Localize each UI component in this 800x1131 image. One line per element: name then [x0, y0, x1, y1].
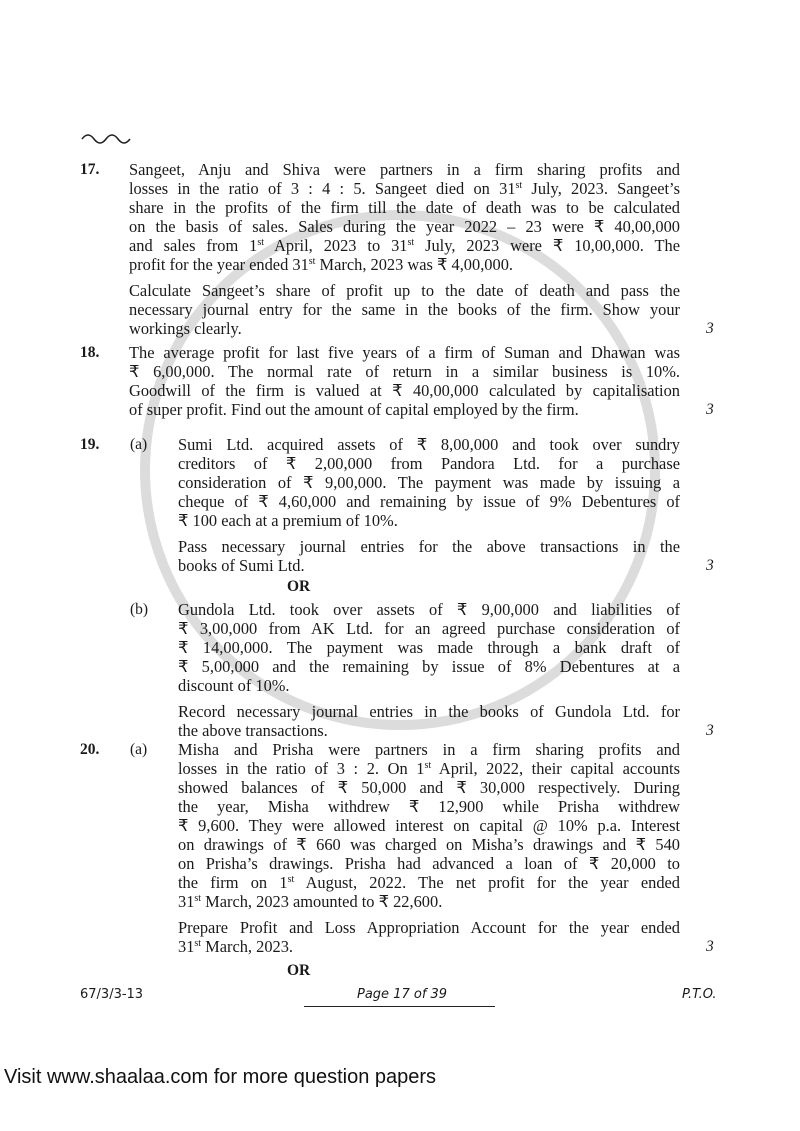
- paragraph: [129, 281, 680, 338]
- text-line: on the basis of sales. Sales during the year 2022 – 23 were ₹ 40,00,000: [129, 217, 680, 236]
- paragraph: [129, 160, 680, 274]
- or-label: OR: [287, 578, 311, 595]
- paragraph: [178, 918, 680, 956]
- text-line: Goodwill of the firm is valued at ₹ 40,00,000 calculated by capitalisation: [129, 381, 680, 400]
- text-line: profit for the year ended 31st March, 2023 was ₹ 4,00,000.: [129, 255, 513, 274]
- text-line: showed balances of ₹ 50,000 and ₹ 30,000 respectively. During: [178, 778, 680, 797]
- text-line: ₹ 5,00,000 and the remaining by issue of 8% Debentures at a: [178, 657, 680, 676]
- text-line: discount of 10%.: [178, 676, 290, 695]
- visit-shaalaa-link[interactable]: Visit www.shaalaa.com for more question papers: [4, 1066, 437, 1088]
- text-line: 31st March, 2023 amounted to ₹ 22,600.: [178, 892, 443, 911]
- paragraph: [178, 600, 680, 695]
- text-line: ₹ 14,00,000. The payment was made through a bank draft of: [178, 638, 680, 657]
- question-text: [129, 160, 680, 338]
- superscript: st: [257, 237, 265, 248]
- question-number: 19.: [80, 436, 100, 453]
- text-line: ₹ 9,600. They were allowed interest on capital @ 10% p.a. Interest: [178, 816, 680, 835]
- question-number: 18.: [80, 344, 100, 361]
- marks: 3: [706, 722, 714, 739]
- paper-code: 67/3/3-13: [80, 987, 144, 1002]
- text-line: ₹ 100 each at a premium of 10%.: [178, 511, 398, 530]
- question-number: 20.: [80, 741, 100, 758]
- text-line: books of Sumi Ltd.: [178, 556, 305, 575]
- superscript: st: [194, 938, 202, 949]
- question-text: [178, 740, 680, 956]
- part-label: (a): [130, 741, 148, 758]
- text-line: ₹ 3,00,000 from AK Ltd. for an agreed purchase consideration of: [178, 619, 680, 638]
- text-line: cheque of ₹ 4,60,000 and remaining by issue of 9% Debentures of: [178, 492, 680, 511]
- text-line: creditors of ₹ 2,00,000 from Pandora Ltd. for a purchase: [178, 454, 680, 473]
- text-line: Sumi Ltd. acquired assets of ₹ 8,00,000 and took over sundry: [178, 435, 680, 454]
- text-line: Gundola Ltd. took over assets of ₹ 9,00,000 and liabilities of: [178, 600, 680, 619]
- text-line: and sales from 1st April, 2023 to 31st July, 2023 were ₹ 10,00,000. The: [129, 236, 680, 255]
- or-label: OR: [287, 962, 311, 979]
- pto-label: P.T.O.: [682, 987, 717, 1002]
- text-line: the firm on 1st August, 2022. The net profit for the year ended: [178, 873, 681, 892]
- text-line: losses in the ratio of 3 : 4 : 5. Sangeet died on 31st July, 2023. Sangeet’s: [129, 179, 680, 198]
- superscript: st: [194, 893, 202, 904]
- text-line: Pass necessary journal entries for the above transactions in the: [178, 537, 680, 556]
- paragraph: [178, 537, 680, 575]
- page-number: Page 17 of 39: [357, 987, 448, 1002]
- text-line: Misha and Prisha were partners in a firm sharing profits and: [178, 740, 680, 759]
- paragraph: [129, 343, 680, 419]
- page-underline: [304, 1006, 495, 1007]
- text-line: consideration of ₹ 9,00,000. The payment was made by issuing a: [178, 473, 680, 492]
- text-line: of super profit. Find out the amount of capital employed by the firm.: [129, 400, 579, 419]
- superscript: st: [407, 237, 415, 248]
- text-line: Prepare Profit and Loss Appropriation Account for the year ended: [178, 918, 680, 937]
- superscript: st: [515, 180, 523, 191]
- part-label: (b): [130, 601, 149, 618]
- text-line: Record necessary journal entries in the books of Gundola Ltd. for: [178, 702, 680, 721]
- superscript: st: [308, 256, 316, 267]
- question-text: [178, 600, 680, 740]
- marks: 3: [706, 401, 714, 418]
- text-line: The average profit for last five years of a firm of Suman and Dhawan was: [129, 343, 680, 362]
- text-line: on drawings of ₹ 660 was charged on Misha’s drawings and ₹ 540: [178, 835, 680, 854]
- text-line: Calculate Sangeet’s share of profit up to the date of death and pass the: [129, 281, 680, 300]
- superscript: st: [287, 874, 295, 885]
- text-line: Sangeet, Anju and Shiva were partners in a firm sharing profits and: [129, 160, 680, 179]
- text-line: workings clearly.: [129, 319, 242, 338]
- text-line: ₹ 6,00,000. The normal rate of return in a similar business is 10%.: [129, 362, 680, 381]
- marks: 3: [706, 557, 714, 574]
- text-line: the above transactions.: [178, 721, 328, 740]
- text-line: the year, Misha withdrew ₹ 12,900 while Prisha withdrew: [178, 797, 680, 816]
- question-number: 17.: [80, 161, 100, 178]
- text-line: necessary journal entry for the same in the books of the firm. Show your: [129, 300, 680, 319]
- text-line: share in the profits of the firm till the date of death was to be calculated: [129, 198, 680, 217]
- part-label: (a): [130, 436, 148, 453]
- marks: 3: [706, 938, 714, 955]
- paragraph: [178, 435, 680, 530]
- paragraph: [178, 740, 680, 911]
- question-text: [129, 343, 680, 419]
- superscript: st: [424, 760, 432, 771]
- text-line: 31st March, 2023.: [178, 937, 294, 956]
- marks: 3: [706, 320, 714, 337]
- wave-ornament-icon: [80, 133, 140, 145]
- question-text: [178, 435, 680, 575]
- text-line: losses in the ratio of 3 : 2. On 1st April, 2022, their capital accounts: [178, 759, 680, 778]
- paragraph: [178, 702, 680, 740]
- text-line: on Prisha’s drawings. Prisha had advanced a loan of ₹ 20,000 to: [178, 854, 680, 873]
